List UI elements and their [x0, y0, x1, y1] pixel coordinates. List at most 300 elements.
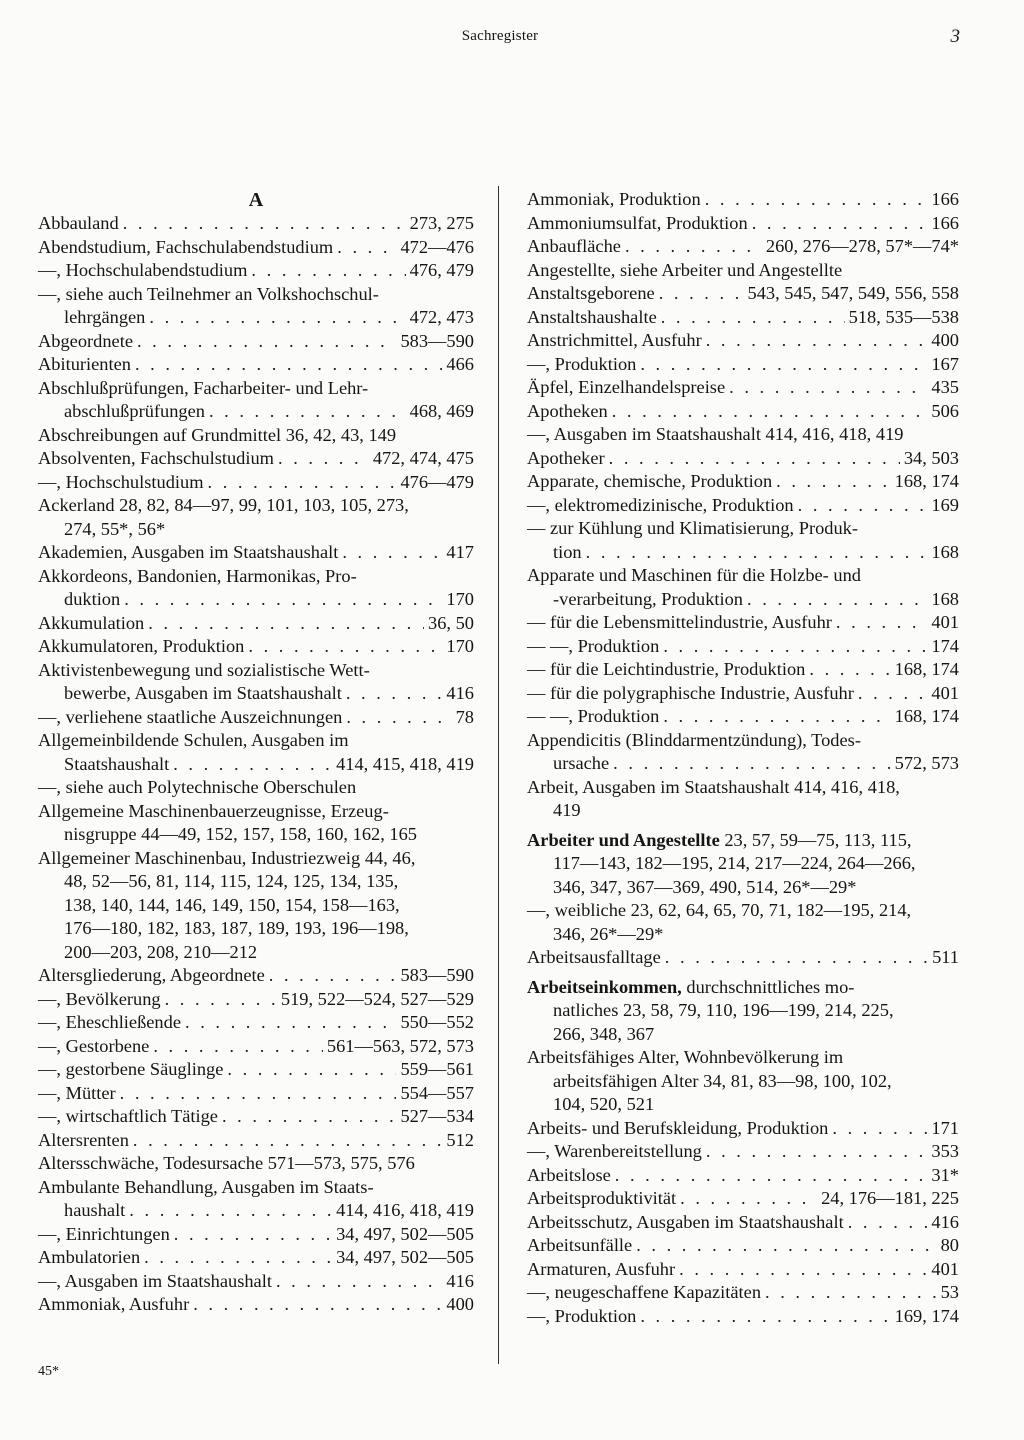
entry-text: Abschreibungen auf Grundmittel 36, 42, 43, 149 — [38, 424, 397, 445]
entry-line — [527, 1187, 959, 1211]
index-entry — [38, 847, 474, 965]
page-references: 512 — [446, 1129, 474, 1150]
entry-continuation-line — [527, 588, 959, 612]
page-references: 168 — [931, 541, 959, 562]
index-entry — [38, 212, 474, 236]
leader-dots — [278, 447, 369, 471]
index-entry — [38, 447, 474, 471]
leader-dots — [776, 470, 890, 494]
entry-line — [527, 899, 959, 923]
page-references: 34, 497, 502—505 — [336, 1223, 474, 1244]
entry-text: —, Bevölkerung — [38, 988, 161, 1009]
entry-text: Angestellte, siehe Arbeiter und Angestellte — [527, 259, 843, 280]
entry-text: Äpfel, Einzelhandelspreise — [527, 377, 726, 397]
entry-line — [527, 1305, 959, 1329]
leader-dots — [208, 471, 397, 495]
entry-text: Altersschwäche, Todesursache 571—573, 575, 576 — [38, 1153, 415, 1173]
leader-dots — [337, 236, 396, 260]
entry-line — [38, 659, 474, 683]
entry-text: Apotheken — [527, 400, 608, 421]
page-references: 353 — [931, 1141, 959, 1161]
entry-line — [38, 964, 474, 988]
leader-dots — [149, 306, 405, 330]
entry-text: Abiturienten — [38, 354, 131, 374]
entry-text: Arbeitsunfälle — [527, 1235, 633, 1255]
index-entry — [527, 494, 959, 518]
entry-continuation-line — [38, 1199, 474, 1223]
entry-text: nisgruppe 44—49, 152, 157, 158, 160, 162, 165 — [64, 824, 417, 844]
entry-text: —, elektromedizinische, Produktion — [527, 494, 794, 515]
entry-line — [527, 635, 959, 659]
entry-text: Arbeits- und Berufskleidung, Produktion — [527, 1117, 829, 1138]
entry-line — [527, 235, 959, 259]
entry-line — [38, 471, 474, 495]
entry-continuation-line — [38, 894, 474, 918]
entry-line — [527, 282, 959, 306]
entry-continuation-line — [527, 852, 959, 876]
index-entry — [527, 1164, 959, 1188]
page-references: 400 — [931, 330, 959, 350]
entry-text: Allgemeiner Maschinenbau, Industriezweig 44, 46, — [38, 847, 416, 868]
entry-continuation-line — [38, 917, 474, 941]
entry-text: Arbeitslose — [527, 1164, 611, 1185]
entry-text: abschlußprüfungen — [64, 401, 205, 421]
page-references: 273, 275 — [409, 213, 474, 233]
page-references: 416 — [931, 1211, 959, 1232]
running-header: Sachregister — [461, 28, 539, 44]
index-entry — [38, 1105, 474, 1129]
entry-line — [38, 259, 474, 283]
index-entry — [527, 400, 959, 424]
page-references: 527—534 — [400, 1106, 474, 1126]
entry-continuation-line — [527, 999, 959, 1023]
index-entry — [527, 470, 959, 494]
signature-mark: 45* — [38, 1364, 59, 1379]
page-references: 78 — [455, 706, 474, 727]
entry-text: Arbeitsschutz, Ausgaben im Staatshaushalt — [527, 1211, 844, 1232]
entry-continuation-line — [38, 823, 474, 847]
index-entry — [38, 1246, 474, 1270]
entry-line — [38, 1082, 474, 1106]
page-references: 472—476 — [400, 236, 474, 257]
page-references: 435 — [931, 377, 959, 397]
leader-dots — [129, 1199, 332, 1223]
leader-dots — [222, 1105, 397, 1129]
entry-line — [38, 1035, 474, 1059]
leader-dots — [625, 235, 762, 259]
entry-continuation-line — [527, 1023, 959, 1047]
entry-line — [38, 1176, 474, 1200]
entry-line — [38, 565, 474, 589]
entry-text: — —, Produktion — [527, 635, 660, 656]
index-entry — [38, 1223, 474, 1247]
entry-line — [527, 353, 959, 377]
page-references: 472, 474, 475 — [372, 448, 474, 468]
index-entry — [527, 682, 959, 706]
entry-text: —, Ausgaben im Staatshaushalt 414, 416, 418, 419 — [527, 424, 904, 444]
leader-dots — [798, 494, 928, 518]
entry-line — [38, 1223, 474, 1247]
entry-line — [38, 283, 474, 307]
entry-continuation-line — [527, 799, 959, 823]
index-entry — [38, 1176, 474, 1223]
index-entry — [38, 377, 474, 424]
entry-line — [38, 729, 474, 753]
page-references: 24, 176—181, 225 — [821, 1188, 959, 1208]
entry-text: —, Warenbereitstellung — [527, 1141, 702, 1161]
entry-text: —, Hochschulabendstudium — [38, 260, 248, 280]
index-entry — [527, 188, 959, 212]
entry-line — [38, 212, 474, 236]
leader-dots — [153, 1035, 323, 1059]
entry-line — [38, 1246, 474, 1270]
entry-text: 200—203, 208, 210—212 — [64, 941, 258, 962]
entry-text: Anstrichmittel, Ausfuhr — [527, 330, 702, 350]
index-entry — [527, 353, 959, 377]
entry-text: —, siehe auch Polytechnische Oberschulen — [38, 777, 357, 797]
entry-text: 117—143, 182—195, 214, 217—224, 264—266, — [553, 853, 916, 873]
index-entry — [38, 706, 474, 730]
index-column-left — [38, 188, 474, 1317]
index-entry — [38, 612, 474, 636]
index-entry — [38, 541, 474, 565]
entry-text: bewerbe, Ausgaben im Staatshaushalt — [64, 683, 342, 703]
entry-text: Arbeitsausfalltage — [527, 947, 661, 967]
entry-line — [527, 829, 959, 853]
leader-dots — [640, 353, 927, 377]
entry-line — [527, 376, 959, 400]
entry-line — [527, 1281, 959, 1305]
entry-text: 346, 347, 367—369, 490, 514, 26*—29* — [553, 876, 857, 897]
entry-text: Akademien, Ausgaben im Staatshaushalt — [38, 542, 339, 562]
leader-dots — [729, 376, 927, 400]
index-entry — [527, 776, 959, 823]
entry-text: Ackerland 28, 82, 84—97, 99, 101, 103, 105, 273, — [38, 495, 409, 515]
entry-line — [38, 847, 474, 871]
entry-text: tion — [553, 541, 582, 562]
entry-text: —, weibliche 23, 62, 64, 65, 70, 71, 182—195, 214, — [527, 900, 912, 920]
entry-text: Arbeitseinkommen, durchschnittliches mo- — [527, 976, 855, 997]
entry-text: Apparate, chemische, Produktion — [527, 471, 773, 491]
leader-dots — [765, 1281, 937, 1305]
entry-text: Apparate und Maschinen für die Holzbe- und — [527, 565, 861, 585]
entry-text: — für die Leichtindustrie, Produktion — [527, 659, 806, 679]
index-entry — [38, 236, 474, 260]
entry-text: Armaturen, Ausfuhr — [527, 1258, 676, 1279]
entry-line — [38, 1011, 474, 1035]
entry-line — [527, 976, 959, 1000]
entry-line — [38, 1129, 474, 1153]
index-entry — [527, 1117, 959, 1141]
index-entry — [38, 283, 474, 330]
page-references: 511 — [932, 947, 959, 967]
index-entry — [38, 988, 474, 1012]
entry-text: Anbaufläche — [527, 236, 621, 256]
leader-dots — [185, 1011, 396, 1035]
entry-text: arbeitsfähigen Alter 34, 81, 83—98, 100, 102, — [553, 1070, 892, 1091]
page-references: 417 — [446, 542, 474, 562]
index-entry — [38, 1293, 474, 1317]
entry-line — [38, 377, 474, 401]
index-entry — [38, 565, 474, 612]
entry-continuation-line — [38, 306, 474, 330]
leader-dots — [663, 705, 890, 729]
entry-line — [527, 1046, 959, 1070]
index-entry — [527, 611, 959, 635]
entry-continuation-line — [38, 588, 474, 612]
index-entry — [38, 729, 474, 776]
page-references: 466 — [446, 354, 474, 374]
entry-text: —, Gestorbene — [38, 1035, 150, 1056]
index-entry — [527, 564, 959, 611]
entry-continuation-line — [38, 682, 474, 706]
entry-continuation-line — [38, 518, 474, 542]
leader-dots — [636, 1234, 936, 1258]
index-entry — [38, 964, 474, 988]
entry-continuation-line — [38, 753, 474, 777]
entry-line — [38, 988, 474, 1012]
entry-line — [527, 611, 959, 635]
entry-line — [38, 236, 474, 260]
index-entry — [527, 1187, 959, 1211]
entry-line — [527, 705, 959, 729]
entry-line — [527, 259, 959, 283]
index-entry — [38, 1270, 474, 1294]
index-entry — [38, 635, 474, 659]
entry-text: Altersrenten — [38, 1129, 129, 1150]
entry-text: 346, 26*—29* — [553, 923, 664, 944]
index-entry — [38, 659, 474, 706]
entry-text: Arbeitsfähiges Alter, Wohnbevölkerung im — [527, 1047, 844, 1067]
index-entry — [527, 658, 959, 682]
page-references: 36, 50 — [428, 612, 474, 633]
leader-dots — [706, 1140, 928, 1164]
entry-continuation-line — [527, 541, 959, 565]
index-entry — [527, 1281, 959, 1305]
page-references: 583—590 — [400, 330, 474, 351]
leader-dots — [836, 611, 927, 635]
entry-continuation-line — [527, 1070, 959, 1094]
entry-text: Allgemeine Maschinenbauerzeugnisse, Erzeug- — [38, 800, 389, 821]
entry-line — [527, 1164, 959, 1188]
entry-line — [527, 1211, 959, 1235]
index-entry — [38, 1058, 474, 1082]
page-references: 554—557 — [400, 1082, 474, 1103]
leader-dots — [679, 1258, 927, 1282]
entry-text: Altersgliederung, Abgeordnete — [38, 965, 265, 985]
page-references: 168, 174 — [894, 471, 959, 491]
leader-dots — [752, 212, 928, 236]
index-entry — [527, 729, 959, 776]
index-entry — [527, 1211, 959, 1235]
page-references: 34, 503 — [903, 447, 959, 468]
leader-dots — [173, 753, 332, 777]
leader-dots — [174, 1223, 332, 1247]
leader-dots — [832, 1117, 927, 1141]
entry-text: —, neugeschaffene Kapazitäten — [527, 1282, 762, 1302]
index-entry — [527, 329, 959, 353]
entry-line — [38, 800, 474, 824]
page-references: 414, 415, 418, 419 — [336, 753, 474, 774]
leader-dots — [137, 330, 396, 354]
leader-dots — [609, 447, 900, 471]
leader-dots — [640, 1305, 890, 1329]
entry-line — [38, 1152, 474, 1176]
entry-text: Akkumulatoren, Produktion — [38, 636, 245, 656]
entry-text: Abgeordnete — [38, 330, 133, 351]
entry-line — [38, 1270, 474, 1294]
entry-line — [38, 447, 474, 471]
page-references: 468, 469 — [409, 401, 474, 421]
page-references: 414, 416, 418, 419 — [336, 1200, 474, 1220]
page-references: 166 — [931, 189, 959, 209]
entry-line — [38, 1058, 474, 1082]
entry-text: — zur Kühlung und Klimatisierung, Produk- — [527, 518, 858, 538]
page-references: 401 — [931, 612, 959, 632]
entry-text: Aktivistenbewegung und sozialistische Wett- — [38, 659, 370, 680]
index-entry — [527, 376, 959, 400]
leader-dots — [346, 682, 443, 706]
entry-line — [38, 706, 474, 730]
leader-dots — [661, 306, 845, 330]
index-entry — [38, 353, 474, 377]
page-references: 260, 276—278, 57*—74* — [765, 236, 959, 256]
page-references: 168, 174 — [894, 706, 959, 726]
entry-text: Allgemeinbildende Schulen, Ausgaben im — [38, 730, 349, 750]
entry-text: —, Ausgaben im Staatshaushalt — [38, 1270, 272, 1291]
entry-text: Anstaltshaushalte — [527, 306, 657, 327]
index-entry — [38, 1035, 474, 1059]
index-entry — [527, 899, 959, 946]
entry-text: Arbeit, Ausgaben im Staatshaushalt 414, 416, 418, — [527, 776, 900, 797]
entry-text: —, siehe auch Teilnehmer an Volkshochschul- — [38, 283, 379, 304]
entry-line — [527, 494, 959, 518]
index-entry — [38, 1082, 474, 1106]
entry-continuation-line — [38, 941, 474, 965]
entry-line — [527, 729, 959, 753]
leader-dots — [705, 188, 928, 212]
entry-text: —, Einrichtungen — [38, 1223, 170, 1244]
page-references: 166 — [931, 212, 959, 233]
leader-dots — [680, 1187, 817, 1211]
entry-text: —, Produktion — [527, 353, 637, 374]
leader-dots — [120, 1082, 397, 1106]
page-references: 53 — [940, 1282, 959, 1302]
entry-line — [527, 447, 959, 471]
entry-text: Appendicitis (Blinddarmentzündung), Todes- — [527, 729, 861, 750]
index-entries-left — [38, 212, 474, 1317]
entry-text: Ammoniak, Ausfuhr — [38, 1294, 190, 1314]
entry-line — [38, 424, 474, 448]
entry-text: — —, Produktion — [527, 706, 660, 726]
page-references: 170 — [446, 636, 474, 656]
entry-text: 266, 348, 367 — [553, 1023, 655, 1044]
entry-text: duktion — [64, 589, 121, 609]
entry-line — [527, 517, 959, 541]
entry-text: lehrgängen — [64, 307, 146, 327]
entry-text: natliches 23, 58, 79, 110, 196—199, 214, 225, — [553, 1000, 894, 1020]
entry-text: Arbeitsproduktivität — [527, 1188, 677, 1208]
page-references: 416 — [446, 1270, 474, 1291]
leader-dots — [659, 282, 744, 306]
entry-continuation-line — [38, 400, 474, 424]
index-entry — [527, 259, 959, 283]
page-references: 518, 535—538 — [848, 306, 959, 327]
index-entry — [527, 447, 959, 471]
entry-line — [527, 212, 959, 236]
page-references: 169, 174 — [894, 1305, 959, 1326]
index-entry — [527, 212, 959, 236]
index-entry — [38, 259, 474, 283]
entry-line — [527, 658, 959, 682]
entry-text: Apotheker — [527, 447, 605, 468]
index-entry — [38, 800, 474, 847]
entry-line — [38, 353, 474, 377]
index-entry — [527, 282, 959, 306]
page-references: 506 — [931, 400, 959, 421]
page-references: 169 — [931, 494, 959, 515]
leader-dots — [227, 1058, 396, 1082]
entry-line — [527, 1117, 959, 1141]
entry-line — [527, 776, 959, 800]
index-entry — [38, 424, 474, 448]
leader-dots — [193, 1293, 442, 1317]
entry-line — [527, 306, 959, 330]
page-references: 572, 573 — [894, 753, 959, 773]
leader-dots — [148, 612, 424, 636]
index-entry — [527, 1140, 959, 1164]
entry-line — [38, 330, 474, 354]
index-entry — [527, 946, 959, 970]
entry-text: 104, 520, 521 — [553, 1094, 655, 1114]
leader-dots — [133, 1129, 443, 1153]
entry-text: —, gestorbene Säuglinge — [38, 1059, 224, 1079]
entry-text: haushalt — [64, 1200, 126, 1220]
page-references: 583—590 — [400, 965, 474, 985]
entry-line — [38, 635, 474, 659]
leader-dots — [663, 635, 927, 659]
entry-line — [527, 470, 959, 494]
index-entry — [38, 1129, 474, 1153]
entry-continuation-line — [527, 1093, 959, 1117]
index-entries-right — [527, 188, 959, 1328]
entry-continuation-line — [527, 876, 959, 900]
entry-line — [38, 1293, 474, 1317]
entry-text: —, Eheschließende — [38, 1012, 181, 1032]
leader-dots — [747, 588, 927, 612]
page-references: 550—552 — [400, 1012, 474, 1032]
entry-line — [527, 564, 959, 588]
page-references: 167 — [931, 353, 959, 374]
entry-line — [527, 188, 959, 212]
leader-dots — [165, 988, 277, 1012]
entry-text: Abendstudium, Fachschulabendstudium — [38, 236, 334, 257]
entry-line — [38, 776, 474, 800]
page-references: 401 — [931, 682, 959, 703]
index-entry — [38, 494, 474, 541]
index-column-right — [527, 188, 959, 1328]
leader-dots — [209, 400, 406, 424]
page-references: 476—479 — [400, 471, 474, 492]
leader-dots — [144, 1246, 332, 1270]
index-entry — [527, 635, 959, 659]
page-references: 559—561 — [400, 1059, 474, 1079]
entry-text: Arbeiter und Angestellte 23, 57, 59—75, 113, 115, — [527, 829, 912, 850]
leader-dots — [251, 259, 405, 283]
entry-line — [38, 541, 474, 565]
entry-continuation-line — [527, 752, 959, 776]
entry-line — [527, 329, 959, 353]
